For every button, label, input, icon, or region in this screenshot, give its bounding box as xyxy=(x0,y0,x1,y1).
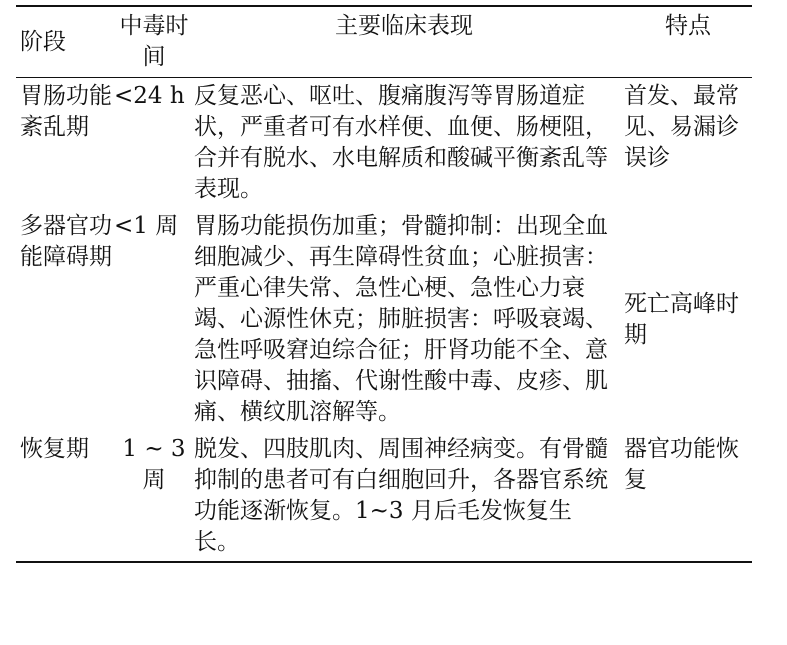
row-stage: 胃肠功能紊乱期 xyxy=(20,83,112,140)
row-symptoms: 脱发、四肢肌肉、周围神经病变。有骨髓抑制的患者可有白细胞回升，各器官系统功能逐渐恢复。1~3 月后毛发恢复生长。 xyxy=(194,436,608,555)
table-row xyxy=(16,78,752,209)
table-header xyxy=(16,6,752,78)
row-features: 死亡高峰时期 xyxy=(624,290,739,348)
row-time: <1 周 xyxy=(114,213,179,239)
row-features: 器官功能恢复 xyxy=(624,436,739,493)
header-stage: 阶段 xyxy=(20,28,66,55)
header-row xyxy=(16,6,752,78)
header-features: 特点 xyxy=(665,13,711,39)
header-time: 中毒时间 xyxy=(119,13,189,70)
row-stage: 多器官功能障碍期 xyxy=(20,213,112,270)
row-time: <24 h xyxy=(114,83,185,109)
row-symptoms: 胃肠功能损伤加重；骨髓抑制：出现全血细胞减少、再生障碍性贫血；心脏损害：严重心律失常、急性心梗、急性心力衰竭、心源性休克；肺脏损害：呼吸衰竭、急性呼吸窘迫综合征；肝肾功能不全、意识障碍、抽搐、代谢性酸中毒、皮疹、肌痛、横纹肌溶解等。 xyxy=(194,213,608,425)
row-time: 1 ~ 3 周 xyxy=(122,436,186,493)
table-row xyxy=(16,208,752,431)
header-symptoms: 主要临床表现 xyxy=(335,13,473,39)
table-row xyxy=(16,431,752,562)
row-symptoms: 反复恶心、呕吐、腹痛腹泻等胃肠道症状，严重者可有水样便、血便、肠梗阻，合并有脱水、水电解质和酸碱平衡紊乱等表现。 xyxy=(194,83,608,202)
clinical-stage-table-container xyxy=(16,5,746,563)
row-features: 首发、最常见、易漏诊误诊 xyxy=(624,83,739,171)
row-stage: 恢复期 xyxy=(20,436,89,462)
clinical-stage-table xyxy=(16,5,752,563)
table-body xyxy=(16,78,752,563)
